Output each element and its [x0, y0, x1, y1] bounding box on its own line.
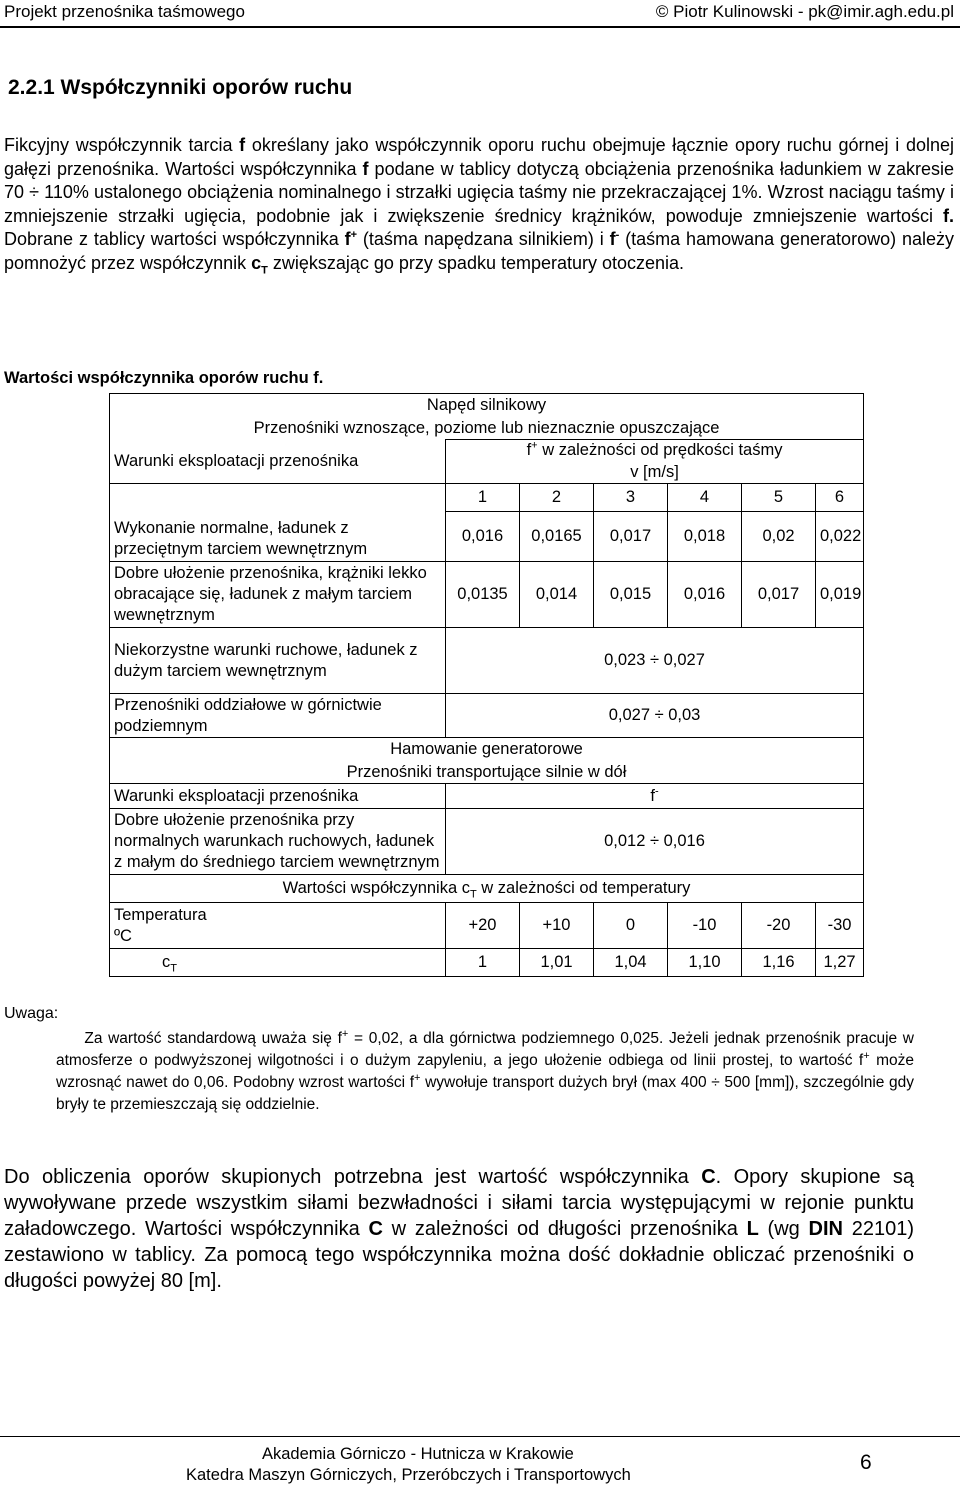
ct-value-cell: 1,04: [594, 949, 668, 977]
temperature-cell: -30: [816, 903, 864, 949]
table-caption: Wartości współczynnika oporów ruchu f.: [4, 369, 324, 387]
range-cell: 0,027 ÷ 0,03: [446, 694, 864, 738]
ct-label: $c_T$: [110, 949, 446, 977]
value-cell: 0,019: [816, 562, 864, 628]
brake-conditions-label: Warunki eksploatacji przenośnika: [110, 784, 446, 809]
ct-value-cell: 1,16: [742, 949, 816, 977]
intro-paragraph: Fikcyjny współczynnik tarcia f określany jako współczynnik oporu ruchu obejmuje łącznie opory ruchu górnej i dolnej gałęzi przenośnika. Wartości współczynnika f podane w tablicy dotyczą obciążenia przenośnika ładunkiem w zakresie 70 ÷ 110% ustalonego obciążenia nominalnego i strzałki ugięcia taśmy nie przekraczającej 1%. Wzrost naciągu taśmy i zmniejszenie strzałki ugięcia, podobnie jak i zwiększenie średnicy krążników, powoduje zmniejszenie wartości f. Dobrane z tablicy wartości współczynnika f+ (taśma napędzana silnikiem) i f- (taśma hamowana generatorowo) należy pomnożyć przez współczynnik $c_T$ zwiększając go przy spadku temperatury otoczenia.: [4, 135, 954, 277]
ct-value-cell: 1,27: [816, 949, 864, 977]
brake-range-cell: 0,012 ÷ 0,016: [446, 809, 864, 875]
temperature-cell: -20: [742, 903, 816, 949]
section-title: 2.2.1 Współczynniki oporów ruchu: [8, 76, 353, 99]
fplus-speed-header: f+ w zależności od prędkości taśmy: [446, 440, 864, 462]
value-cell: 0,016: [446, 512, 520, 562]
header-author: © Piotr Kulinowski - pk@imir.agh.edu.pl: [655, 2, 954, 21]
page-footer: [0, 1436, 960, 1488]
row-label: Dobre ułożenie przenośnika, krążniki lekko obracające się, ładunek z małym tarciem wewnętrznym: [110, 562, 446, 628]
page-number: 6: [860, 1451, 872, 1474]
ct-value-cell: 1,01: [520, 949, 594, 977]
speed-cell: 2: [520, 484, 594, 512]
temperature-cell: +10: [520, 903, 594, 949]
speed-cell: 6: [816, 484, 864, 512]
temperature-label: Temperatura ºC: [110, 903, 446, 949]
footer-department: Katedra Maszyn Górniczych, Przeróbczych i Transportowych: [186, 1466, 631, 1484]
speed-unit: v [m/s]: [446, 462, 864, 484]
concentrated-resistance-paragraph: Do obliczenia oporów skupionych potrzebna jest wartość współczynnika C. Opory skupione są wywoływane przede wszystkim siłami bezwładności i siłami tarcia występującymi w rejonie punktu załadowczego. Wartości współczynnika C w zależności od długości przenośnika L (wg DIN 22101) zestawiono w tablicy. Za pomocą tego współczynnika można dość dokładnie obliczać przenośniki o długości powyżej 80 [m].: [4, 1166, 914, 1292]
ct-value-cell: 1,10: [668, 949, 742, 977]
range-cell: 0,023 ÷ 0,027: [446, 628, 864, 694]
temperature-cell: -10: [668, 903, 742, 949]
speed-cell: 3: [594, 484, 668, 512]
row-label: Wykonanie normalne, ładunek z przeciętnym tarciem wewnętrznym: [110, 512, 446, 562]
note-label: Uwaga:: [4, 1005, 59, 1022]
value-cell: 0,0135: [446, 562, 520, 628]
speed-row-empty: [110, 484, 446, 512]
speed-cell: 5: [742, 484, 816, 512]
value-cell: 0,018: [668, 512, 742, 562]
brake-header: Hamowanie generatorowe: [110, 738, 864, 762]
friction-table: [109, 393, 863, 983]
value-cell: 0,017: [594, 512, 668, 562]
note-text: Za wartość standardową uważa się f+ = 0,02, a dla górnictwa podziemnego 0,025. Jeżeli jednak przenośnik pracuje w atmosferze o podwyższonej wilgotności i o dużym zapyleniu, a jego ułożenie odbiega od linii prostej, to wartość f+ może wzrosnąć nawet do 0,06. Podobny wzrost wartości f+ wywołuje transport dużych brył (max 400 ÷ 500 [mm]), szczególnie gdy bryły te przemieszczają się oddzielnie.: [56, 1027, 915, 1113]
footer-university: Akademia Górniczo - Hutnicza w Krakowie: [262, 1445, 574, 1463]
header-project-title: Projekt przenośnika taśmowego: [4, 2, 245, 21]
value-cell: 0,015: [594, 562, 668, 628]
value-cell: 0,0165: [520, 512, 594, 562]
value-cell: 0,02: [742, 512, 816, 562]
speed-cell: 4: [668, 484, 742, 512]
speed-cell: 1: [446, 484, 520, 512]
drive-header: Napęd silnikowy: [110, 394, 864, 418]
fminus-header: f-: [446, 784, 864, 809]
row-label: Przenośniki oddziałowe w górnictwie podziemnym: [110, 694, 446, 738]
ct-value-cell: 1: [446, 949, 520, 977]
value-cell: 0,022: [816, 512, 864, 562]
conditions-label: Warunki eksploatacji przenośnika: [110, 440, 446, 484]
page-header: [0, 0, 960, 28]
value-cell: 0,014: [520, 562, 594, 628]
brake-row-label: Dobre ułożenie przenośnika przy normalnych warunkach ruchowych, ładunek z małym do średniego tarciem wewnętrznym: [110, 809, 446, 875]
value-cell: 0,017: [742, 562, 816, 628]
brake-subheader: Przenośniki transportujące silnie w dół: [110, 762, 864, 784]
row-label: Niekorzystne warunki ruchowe, ładunek z dużym tarciem wewnętrznym: [110, 628, 446, 694]
temperature-cell: 0: [594, 903, 668, 949]
ct-header: Wartości współczynnika $c_T$ w zależności od temperatury: [110, 875, 864, 903]
drive-subheader: Przenośniki wznoszące, poziome lub nieznacznie opuszczające: [110, 418, 864, 440]
value-cell: 0,016: [668, 562, 742, 628]
temperature-cell: +20: [446, 903, 520, 949]
